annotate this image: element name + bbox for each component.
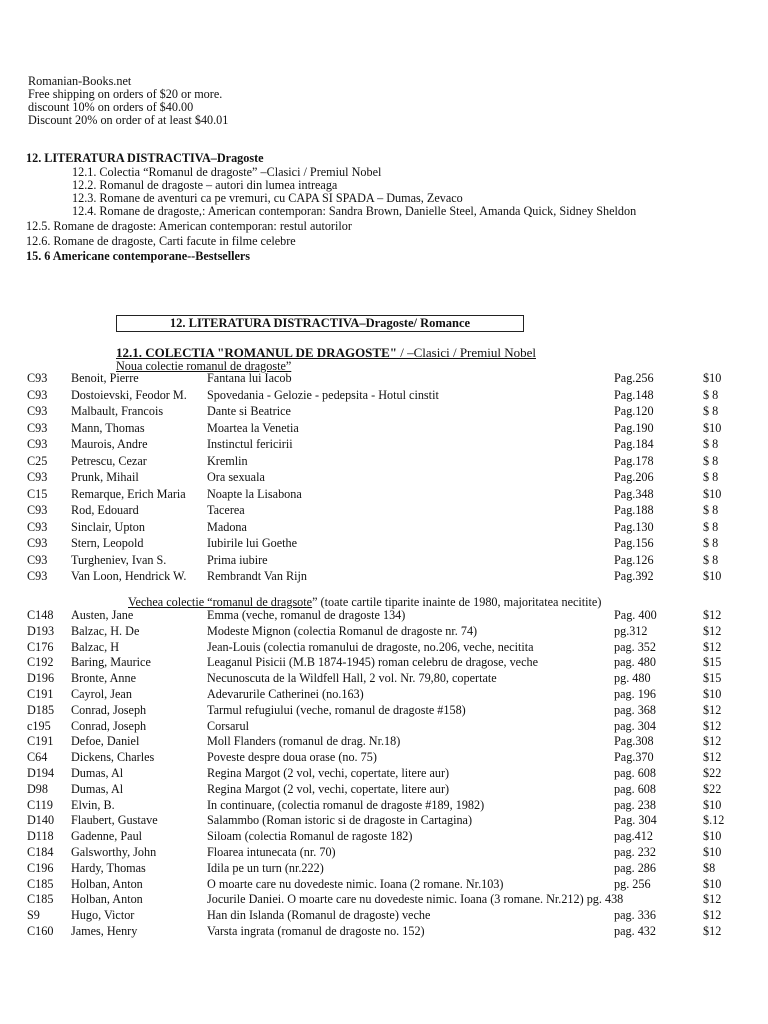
book-price: $ 8 [703, 387, 719, 402]
book-author: Mann, Thomas [71, 420, 145, 435]
book-title: Siloam (colectia Romanul de ragoste 182) [207, 829, 413, 844]
table-row [27, 436, 762, 453]
book-title: Noapte la Lisabona [207, 486, 302, 501]
book-code: C93 [27, 569, 48, 583]
book-pages: Pag. 304 [614, 813, 657, 828]
table-row [27, 670, 762, 686]
book-price: $8 [703, 860, 716, 875]
book-author: Austen, Jane [71, 608, 134, 622]
section-12-1-heading [116, 346, 536, 359]
book-price: $12 [703, 734, 722, 749]
toc-item-12-3: 12.3. Romane de aventuri ca pe vremuri, cu CAPA SI SPADA – Dumas, Zevaco [72, 191, 463, 205]
book-price: $ 8 [703, 503, 719, 517]
book-code: D185 [27, 702, 55, 717]
table-row [27, 702, 762, 718]
book-code: D194 [27, 765, 55, 780]
book-author: Elvin, B. [71, 797, 115, 812]
book-code: C93 [27, 552, 48, 567]
book-title: Leaganul Pisicii (M.B 1874-1945) roman celebru de dragose, veche [207, 655, 538, 670]
book-code: C185 [27, 892, 54, 907]
book-price: $12 [703, 908, 722, 923]
book-price: $10 [703, 797, 722, 812]
table-row [27, 765, 762, 781]
book-author: Turgheniev, Ivan S. [71, 552, 167, 567]
book-code: c195 [27, 718, 51, 733]
book-author: Flaubert, Gustave [71, 813, 158, 828]
book-code: C176 [27, 639, 54, 654]
book-price: $15 [703, 655, 722, 670]
book-code: C160 [27, 923, 54, 938]
book-price: $10 [703, 420, 722, 435]
book-price: $10 [703, 829, 722, 844]
book-title: Jean-Louis (colectia romanului de dragoste, no.206, veche, necitita [207, 639, 534, 654]
book-pages: Pag.188 [614, 503, 654, 517]
table-row [27, 519, 762, 536]
book-pages: pg. 256 [614, 876, 651, 891]
book-author: Dumas, Al [71, 781, 124, 796]
table-row [27, 453, 762, 470]
book-code: C93 [27, 387, 48, 402]
book-pages: pag.412 [614, 829, 653, 844]
book-pages: Pag.370 [614, 750, 654, 765]
book-pages: pag. 304 [614, 718, 656, 733]
book-pages: pag. 286 [614, 860, 656, 875]
book-price: $ 8 [703, 404, 719, 418]
book-title: Jocurile Daniei. O moarte care nu dovedeste nimic. Ioana (3 romane. Nr.212) pg. 438 [207, 892, 624, 907]
book-price: $12 [703, 639, 722, 654]
book-author: Balzac, H. De [71, 623, 140, 638]
book-pages: pag. 432 [614, 923, 656, 938]
book-pages: Pag.308 [614, 734, 654, 749]
book-title: Madona [207, 519, 247, 534]
book-title: Moartea la Venetia [207, 420, 299, 435]
book-code: D196 [27, 671, 55, 686]
book-title: Moll Flanders (romanul de drag. Nr.18) [207, 734, 401, 749]
table-row [27, 568, 762, 585]
book-title: Dante si Beatrice [207, 404, 291, 418]
book-price: $15 [703, 671, 722, 686]
book-code: D98 [27, 781, 48, 796]
book-title: Poveste despre doua orase (no. 75) [207, 750, 377, 765]
table-row [27, 781, 762, 797]
section-12-1-tail: / –Clasici / Premiul Nobel [396, 345, 536, 360]
table-row [27, 469, 762, 486]
book-code: C93 [27, 437, 48, 451]
book-title: Modeste Mignon (colectia Romanul de dragoste nr. 74) [207, 623, 478, 638]
table-row [27, 860, 762, 876]
book-price: $ 8 [703, 519, 719, 534]
book-code: C192 [27, 655, 54, 670]
book-author: Van Loon, Hendrick W. [71, 569, 187, 583]
book-pages: pag. 608 [614, 765, 656, 780]
book-title: Salammbo (Roman istoric si de dragoste in Cartagina) [207, 813, 473, 828]
table-row [27, 923, 762, 939]
book-price: $ 8 [703, 536, 719, 550]
book-title: Fantana lui Iacob [207, 371, 292, 385]
book-price: $.12 [703, 813, 725, 828]
old-collection-note: ” (toate cartile tiparite inainte de 1980, majoritatea necitite) [312, 595, 602, 609]
book-title: Rembrandt Van Rijn [207, 569, 307, 583]
book-pages: Pag.130 [614, 519, 654, 534]
book-code: C93 [27, 404, 48, 418]
book-title: Prima iubire [207, 552, 268, 567]
book-title: Tarmul refugiului (veche, romanul de dragoste #158) [207, 702, 466, 717]
book-pages: Pag.184 [614, 437, 654, 451]
book-code: C119 [27, 797, 53, 812]
book-pages: pag. 336 [614, 908, 656, 923]
book-title: Varsta ingrata (romanul de dragoste no. 152) [207, 923, 425, 938]
book-pages: pg. 480 [614, 671, 651, 686]
book-pages: Pag.392 [614, 569, 654, 583]
book-author: Prunk, Mihail [71, 470, 139, 484]
table-row [27, 749, 762, 765]
toc-item-12-2: 12.2. Romanul de dragoste – autori din lumea intreaga [72, 178, 338, 192]
book-price: $10 [703, 569, 722, 583]
book-pages: Pag.256 [614, 371, 654, 385]
book-title: Iubirile lui Goethe [207, 536, 298, 550]
book-title: Ora sexuala [207, 470, 265, 484]
book-title: Han din Islanda (Romanul de dragoste) veche [207, 908, 431, 923]
book-pages: pag. 352 [614, 639, 656, 654]
book-title: Spovedania - Gelozie - pedepsita - Hotul cinstit [207, 387, 439, 402]
book-price: $22 [703, 781, 722, 796]
book-price: $22 [703, 765, 722, 780]
book-title: Regina Margot (2 vol, vechi, copertate, litere aur) [207, 765, 450, 780]
table-row [27, 718, 762, 734]
book-price: $ 8 [703, 552, 719, 567]
book-price: $12 [703, 623, 722, 638]
book-author: Galsworthy, John [71, 844, 157, 859]
table-row [27, 502, 762, 519]
toc-item-12-1: 12.1. Colectia “Romanul de dragoste” –Clasici / Premiul Nobel [72, 165, 382, 179]
table-row [27, 844, 762, 860]
table-row [27, 797, 762, 813]
toc-item-15-6: 15. 6 Americane contemporane--Bestsellers [26, 249, 251, 263]
book-author: Maurois, Andre [71, 437, 148, 451]
book-author: Petrescu, Cezar [71, 453, 147, 468]
discount-20-note: Discount 20% on order of at least $40.01 [28, 113, 229, 127]
table-row [27, 686, 762, 702]
book-author: Hardy, Thomas [71, 860, 146, 875]
book-pages: pag. 480 [614, 655, 656, 670]
book-pages: Pag.178 [614, 453, 654, 468]
table-row [27, 552, 762, 569]
table-row [27, 370, 762, 387]
table-row [27, 654, 762, 670]
book-pages: Pag. 400 [614, 608, 657, 622]
book-price: $10 [703, 876, 722, 891]
book-price: $12 [703, 892, 722, 907]
book-title: Tacerea [207, 503, 245, 517]
book-author: Holban, Anton [71, 876, 143, 891]
book-pages: pag. 368 [614, 702, 656, 717]
book-author: James, Henry [71, 923, 138, 938]
table-row [27, 607, 762, 623]
table-row [27, 623, 762, 639]
book-price: $ 8 [703, 470, 719, 484]
book-author: Rod, Edouard [71, 503, 139, 517]
table-row [27, 828, 762, 844]
book-title: Regina Margot (2 vol, vechi, copertate, litere aur) [207, 781, 450, 796]
book-pages: pag. 232 [614, 844, 656, 859]
book-title: Necunoscuta de la Wildfell Hall, 2 vol. Nr. 79,80, copertate [207, 671, 497, 686]
book-code: C196 [27, 860, 54, 875]
book-author: Sinclair, Upton [71, 519, 145, 534]
book-pages: pg.312 [614, 623, 648, 638]
book-code: C64 [27, 750, 48, 765]
book-author: Malbault, Francois [71, 404, 164, 418]
book-author: Holban, Anton [71, 892, 143, 907]
toc-item-12-5: 12.5. Romane de dragoste: American contemporan: restul autorilor [26, 219, 352, 233]
book-price: $12 [703, 750, 722, 765]
section-12-1-bold: 12.1. COLECTIA "ROMANUL DE DRAGOSTE" [116, 345, 397, 360]
book-title: Kremlin [207, 453, 248, 468]
book-price: $ 8 [703, 453, 719, 468]
book-title: Adevarurile Catherinei (no.163) [207, 686, 364, 701]
old-collection-underlined: Vechea colectie “romanul de dragsote [128, 595, 313, 609]
book-code: C93 [27, 536, 48, 550]
new-collection-table [27, 370, 762, 585]
book-code: C93 [27, 519, 48, 534]
book-price: $10 [703, 686, 722, 701]
book-title: Instinctul fericirii [207, 437, 293, 451]
book-price: $10 [703, 371, 722, 385]
table-row [27, 733, 762, 749]
book-author: Bronte, Anne [71, 671, 136, 686]
book-price: $10 [703, 486, 722, 501]
table-row [27, 891, 762, 907]
book-price: $12 [703, 923, 722, 938]
toc-item-12-4: 12.4. Romane de dragoste,: American contemporan: Sandra Brown, Danielle Steel, Amanda Quick, Sidney Sheldon [72, 204, 637, 218]
table-row [27, 387, 762, 404]
store-intro [28, 75, 228, 127]
book-pages: Pag.206 [614, 470, 654, 484]
toc-main-heading: 12. LITERATURA DISTRACTIVA–Dragoste [26, 151, 264, 165]
table-row [27, 420, 762, 437]
book-pages: Pag.156 [614, 536, 654, 550]
book-pages: Pag.190 [614, 420, 654, 435]
book-pages: Pag.148 [614, 387, 654, 402]
book-title: Emma (veche, romanul de dragoste 134) [207, 608, 406, 622]
book-author: Dostoievski, Feodor M. [71, 387, 187, 402]
book-pages: pag. 238 [614, 797, 656, 812]
book-price: $12 [703, 608, 722, 622]
book-title: In continuare, (colectia romanul de dragoste #189, 1982) [207, 797, 485, 812]
table-of-contents [26, 152, 756, 264]
book-title: Corsarul [207, 718, 249, 733]
book-pages: Pag.348 [614, 486, 654, 501]
book-author: Benoit, Pierre [71, 371, 139, 385]
book-code: C93 [27, 503, 48, 517]
book-code: C15 [27, 486, 48, 501]
table-row [27, 486, 762, 503]
book-price: $10 [703, 844, 722, 859]
book-code: S9 [27, 908, 40, 923]
book-price: $12 [703, 718, 722, 733]
book-author: Hugo, Victor [71, 908, 135, 923]
book-pages: Pag.120 [614, 404, 654, 418]
book-author: Balzac, H [71, 639, 120, 654]
book-code: C185 [27, 876, 54, 891]
book-title: Floarea intunecata (nr. 70) [207, 844, 336, 859]
table-row [27, 907, 762, 923]
book-pages: pag. 196 [614, 686, 656, 701]
book-title: O moarte care nu dovedeste nimic. Ioana (2 romane. Nr.103) [207, 876, 504, 891]
book-code: C25 [27, 453, 48, 468]
book-code: C93 [27, 371, 48, 385]
book-pages: pag. 608 [614, 781, 656, 796]
book-code: C191 [27, 734, 54, 749]
toc-item-12-6: 12.6. Romane de dragoste, Carti facute in filme celebre [26, 234, 296, 248]
book-code: D193 [27, 623, 55, 638]
shipping-note: Free shipping on orders of $20 or more. [28, 87, 223, 101]
book-author: Cayrol, Jean [71, 686, 132, 701]
book-code: C93 [27, 470, 48, 484]
book-title: Idila pe un turn (nr.222) [207, 860, 324, 875]
new-collection-subtitle: Noua colectie romanul de dragoste” [116, 359, 292, 373]
book-author: Conrad, Joseph [71, 702, 147, 717]
book-code: D140 [27, 813, 55, 828]
book-code: C184 [27, 844, 54, 859]
book-code: C148 [27, 608, 54, 622]
discount-10-note: discount 10% on orders of $40.00 [28, 100, 194, 114]
book-code: C93 [27, 420, 48, 435]
book-code: D118 [27, 829, 54, 844]
old-collection-table [27, 607, 762, 939]
book-price: $ 8 [703, 437, 719, 451]
book-code: C191 [27, 686, 54, 701]
book-pages: Pag.126 [614, 552, 654, 567]
book-price: $12 [703, 702, 722, 717]
store-name: Romanian-Books.net [28, 74, 132, 88]
book-author: Baring, Maurice [71, 655, 151, 670]
boxed-section-title: 12. LITERATURA DISTRACTIVA–Dragoste/ Romance [116, 315, 524, 332]
book-author: Remarque, Erich Maria [71, 486, 186, 501]
book-author: Conrad, Joseph [71, 718, 147, 733]
book-author: Dumas, Al [71, 765, 124, 780]
book-author: Dickens, Charles [71, 750, 155, 765]
table-row [27, 639, 762, 655]
book-author: Stern, Leopold [71, 536, 144, 550]
book-author: Gadenne, Paul [71, 829, 143, 844]
table-row [27, 812, 762, 828]
book-author: Defoe, Daniel [71, 734, 140, 749]
table-row [27, 876, 762, 892]
table-row [27, 535, 762, 552]
table-row [27, 403, 762, 420]
